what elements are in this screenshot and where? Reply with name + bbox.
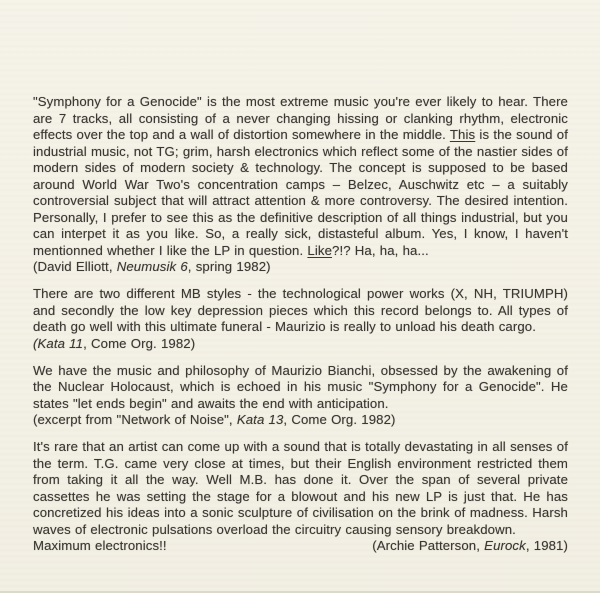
quote-body (33, 363, 568, 411)
publication-title: Eurock (484, 538, 526, 553)
underlined-emphasis: Like (307, 242, 333, 258)
quote-paragraph-3 (33, 363, 568, 429)
attribution-line (33, 412, 568, 429)
text-segment: There are two different MB styles - the technological power works (X, NH, TRIUMPH) and secondly the low key depression pieces which this record belongs to. All types of death go well with this ultimate funeral - Maurizio is really to unload his death cargo. (33, 286, 568, 334)
text-segment: "Symphony for a Genocide" is the most extreme music you're ever likely to hear. There are 7 tracks, all consisting of a never changing hissing or clanking rhythm, electronic effects over the top and a wall of distortion somewhere in the middle. (33, 94, 568, 142)
quote-body (33, 94, 568, 258)
quote-body (33, 439, 568, 537)
quote-paragraph-1 (33, 94, 568, 276)
attribution (33, 336, 195, 351)
attribution (33, 412, 396, 427)
publication-title: Kata 13 (236, 412, 284, 427)
attribution-line (33, 336, 568, 353)
publication-title: Neumusik 6 (116, 259, 188, 274)
attribution (372, 538, 568, 555)
quote-body (33, 286, 568, 334)
text-segment: (excerpt from "Network of Noise", (33, 412, 237, 427)
text-segment: It's rare that an artist can come up with a sound that is totally devastating in all senses of the term. T.G. came very close at times, but their English environment restricted them from taking it all the way. Well M.B. has done it. Over the span of several private cassettes he was setting the stage for a blowout and his new LP is just that. He has concretized his ideas into a sonic sculpture of civilisation on the brink of madness. Harsh waves of electronic pulsations overload the circuitry causing sensory breakdown. (33, 439, 568, 537)
quote-paragraph-4 (33, 439, 568, 555)
attribution (33, 259, 271, 274)
text-segment: (David Elliott, (33, 259, 117, 274)
text-segment: is the sound of industrial music, not TG; grim, harsh electronics which reflect some of the nastier sides of modern sides of modern society & technology. The concept is supposed to be based around World War Two's concentration camps – Belzec, Auschwitz etc – a suitably controversial subject that will attract attention & more controversy. The desired intention. Personally, I prefer to see this as the definitive description of all things industrial, but you can interpet it as you like. So, a really sick, distasteful album. Yes, I know, I haven't mentionned whether I like the LP in question. (33, 127, 568, 258)
text-segment: We have the music and philosophy of Maurizio Bianchi, obsessed by the awakening of the Nuclear Holocaust, which is echoed in his music "Symphony for a Genocide". He states "let ends begin" and awaits the end with anticipation. (33, 362, 568, 411)
review-quotes (33, 94, 568, 565)
closing-statement: Maximum electronics!! (33, 538, 167, 553)
text-segment: ?!? Ha, ha, ha... (332, 242, 429, 258)
quote-paragraph-2 (33, 286, 568, 352)
text-segment: , spring 1982) (187, 259, 271, 274)
text-segment: , Come Org. 1982) (83, 335, 196, 351)
text-segment: (Archie Patterson, (372, 538, 485, 553)
text-segment: , 1981) (525, 538, 568, 553)
attribution-line (33, 259, 568, 276)
underlined-emphasis: This (449, 127, 476, 142)
publication-title: (Kata 11 (33, 335, 84, 351)
attribution-line (33, 538, 568, 555)
text-segment: , Come Org. 1982) (283, 412, 396, 427)
